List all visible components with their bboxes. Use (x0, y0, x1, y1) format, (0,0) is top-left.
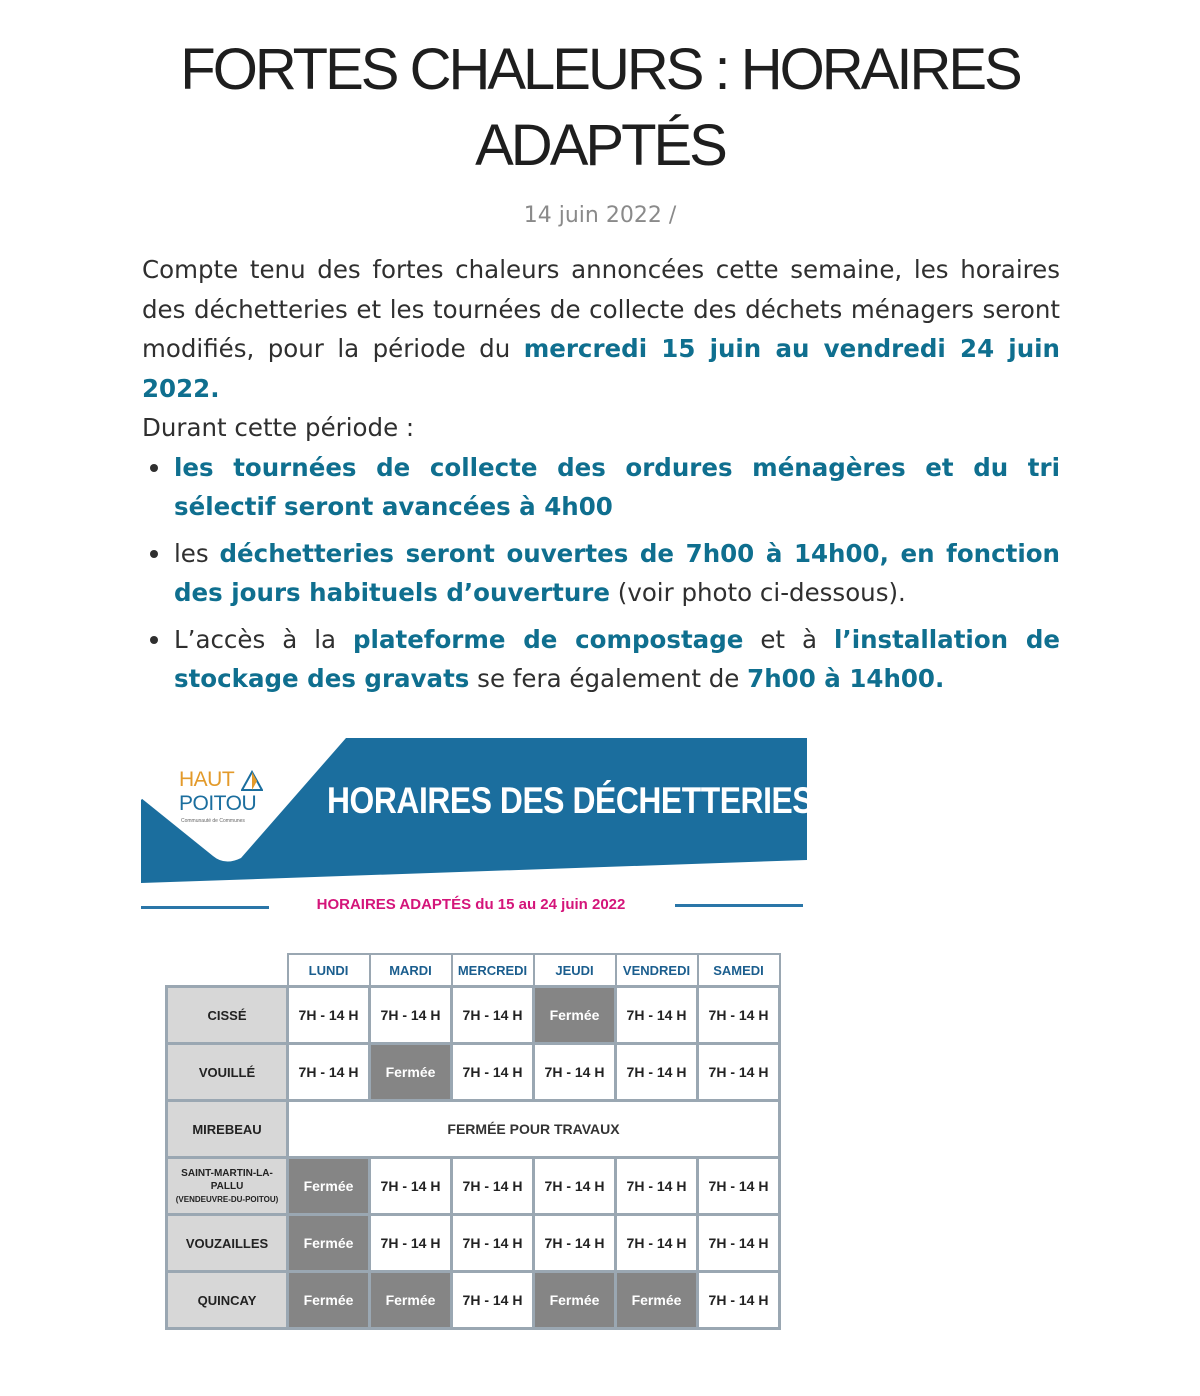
table-row (167, 987, 780, 1044)
bullet-list (142, 448, 1060, 699)
list-item (174, 620, 1060, 699)
day-header: SAMEDI (698, 954, 780, 987)
hours-cell: 7H - 14 H (698, 1044, 780, 1101)
day-header: MERCREDI (452, 954, 534, 987)
day-header: JEUDI (534, 954, 616, 987)
bullet3-highlight-2: l’installation de stockage des gravats (174, 624, 1060, 693)
page-title (0, 32, 1200, 184)
hours-cell: 7H - 14 H (616, 1215, 698, 1272)
hours-cell: 7H - 14 H (698, 1215, 780, 1272)
intro-highlight: mercredi 15 juin au vendredi 24 juin 2022. (142, 334, 1060, 403)
table-row (167, 1044, 780, 1101)
logo-top-text: HAUT (179, 768, 235, 791)
day-header: MARDI (370, 954, 452, 987)
town-name: MIREBEAU (167, 1101, 288, 1158)
hours-cell: 7H - 14 H (370, 1215, 452, 1272)
hours-cell: 7H - 14 H (534, 1044, 616, 1101)
hours-cell: 7H - 14 H (452, 1215, 534, 1272)
closed-cell: Fermée (288, 1158, 370, 1215)
poster-heading: HORAIRES DES DÉCHETTERIES (327, 780, 814, 821)
list-item (174, 534, 1060, 613)
table-row (167, 1215, 780, 1272)
hours-cell: 7H - 14 H (534, 1215, 616, 1272)
closed-cell: Fermée (616, 1272, 698, 1329)
town-name: VOUILLÉ (167, 1044, 288, 1101)
hours-cell: 7H - 14 H (452, 1158, 534, 1215)
bullet3-highlight-3: 7h00 à 14h00. (747, 664, 945, 693)
intro-text: Compte tenu des fortes chaleurs annoncées cette semaine, les horaires des déchetteries et les tournées de collecte des déchets ménagers seront modifiés, pour la période du (142, 255, 1060, 363)
bullet2-post: (voir photo ci-dessous). (609, 578, 906, 607)
hours-cell: 7H - 14 H (534, 1158, 616, 1215)
table-header-row (167, 954, 780, 987)
bullet3-mid: et à (743, 624, 835, 654)
hours-cell: 7H - 14 H (452, 1044, 534, 1101)
bullet2-highlight: déchetteries seront ouvertes de 7h00 à 14h00, en fonction des jours habituels d’ouverture (174, 538, 1061, 607)
list-item (174, 448, 1060, 527)
hours-cell: 7H - 14 H (698, 1272, 780, 1329)
intro-paragraph (142, 250, 1060, 408)
town-name (167, 1158, 288, 1215)
hours-cell: 7H - 14 H (616, 1158, 698, 1215)
table-row (167, 1272, 780, 1329)
hours-cell: 7H - 14 H (616, 1044, 698, 1101)
closed-cell: Fermée (370, 1272, 452, 1329)
schedule-table (165, 953, 781, 1330)
haut-poitou-logo (179, 768, 299, 828)
hours-cell: 7H - 14 H (698, 987, 780, 1044)
hours-cell: 7H - 14 H (370, 1158, 452, 1215)
divider-left (141, 906, 269, 909)
schedule-poster (141, 738, 814, 1338)
works-closure-cell: FERMÉE POUR TRAVAUX (288, 1101, 780, 1158)
bullet3-highlight-1: plateforme de compostage (353, 624, 744, 654)
hours-cell: 7H - 14 H (370, 987, 452, 1044)
hours-cell: 7H - 14 H (616, 987, 698, 1044)
bullet1-highlight: les tournées de collecte des ordures ménagères et du tri sélectif seront avancées à 4h00 (174, 452, 1060, 521)
hours-cell: 7H - 14 H (288, 987, 370, 1044)
bullet2-pre: les (174, 538, 220, 568)
day-header: LUNDI (288, 954, 370, 987)
logo-bottom-text: POITOU (179, 792, 257, 815)
bullet3-pre: L’accès à la (174, 624, 354, 654)
hours-cell: 7H - 14 H (452, 987, 534, 1044)
town-name: CISSÉ (167, 987, 288, 1044)
subheading-bold: HORAIRES ADAPTÉS (316, 896, 472, 913)
closed-cell: Fermée (370, 1044, 452, 1101)
table-corner (167, 954, 288, 987)
title-line-2: ADAPTÉS (475, 113, 725, 178)
day-header: VENDREDI (616, 954, 698, 987)
table-row (167, 1101, 780, 1158)
bullet3-mid2: se fera également de (469, 664, 748, 693)
closed-cell: Fermée (534, 987, 616, 1044)
closed-cell: Fermée (534, 1272, 616, 1329)
subheading-rest: du 15 au 24 juin 2022 (471, 896, 626, 913)
poster-subheading (271, 896, 671, 913)
town-line-2: PALLU (210, 1180, 244, 1192)
town-name: QUINCAY (167, 1272, 288, 1329)
town-line-1: SAINT-MARTIN-LA- (181, 1167, 273, 1179)
hours-cell: 7H - 14 H (452, 1272, 534, 1329)
post-date: 14 juin 2022 / (523, 203, 677, 228)
divider-right (675, 904, 803, 907)
during-label: Durant cette période : (142, 413, 415, 442)
logo-triangle-icon (241, 770, 263, 792)
hours-cell: 7H - 14 H (698, 1158, 780, 1215)
hours-cell: 7H - 14 H (288, 1044, 370, 1101)
town-line-3: (VENDEUVRE-DU-POITOU) (175, 1194, 279, 1204)
logo-subtitle: Communauté de Communes (181, 818, 245, 824)
closed-cell: Fermée (288, 1272, 370, 1329)
table-row (167, 1158, 780, 1215)
closed-cell: Fermée (288, 1215, 370, 1272)
title-line-1: FORTES CHALEURS : HORAIRES (180, 37, 1020, 102)
article-body (142, 250, 1060, 706)
town-name: VOUZAILLES (167, 1215, 288, 1272)
